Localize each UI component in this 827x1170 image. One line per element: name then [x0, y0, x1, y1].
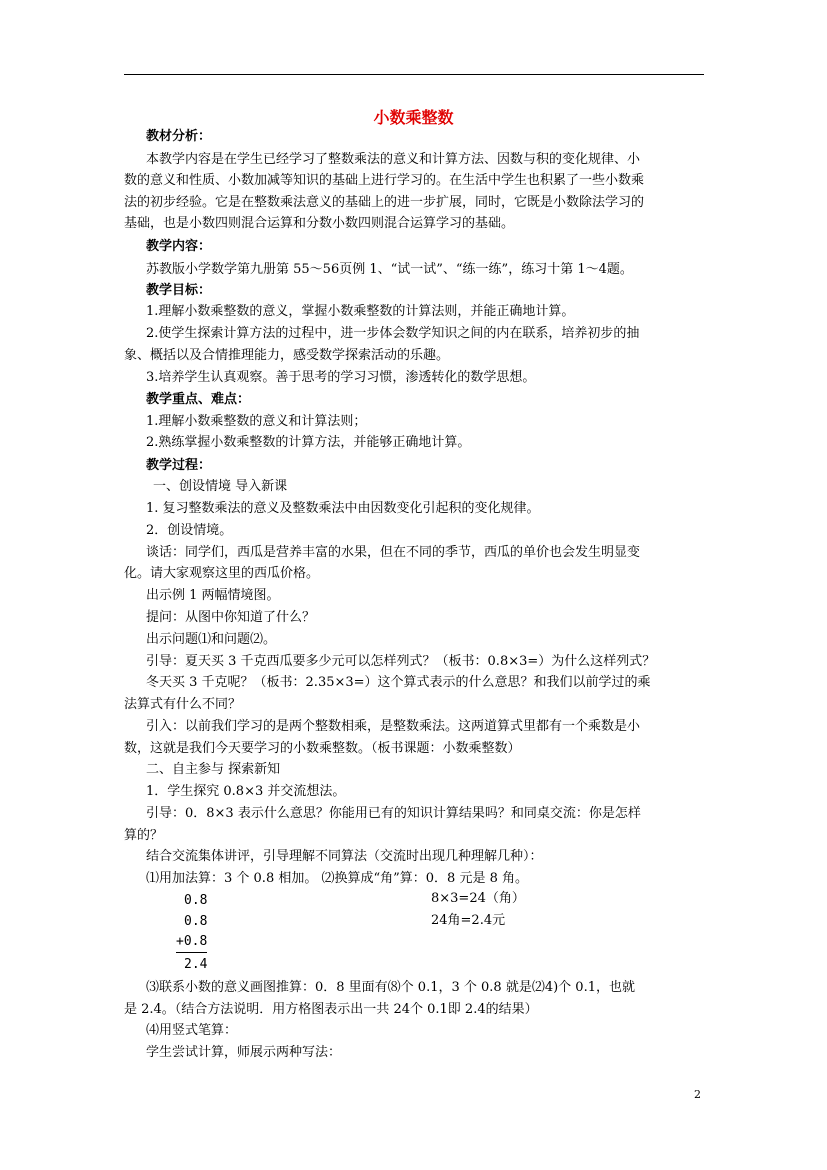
- paragraph-line: 数，这就是我们今天要学习的小数乘整数。（板书课题：小数乘整数）: [124, 741, 521, 756]
- paragraph-line: ⑶联系小数的意义画图推算：0．8 里面有⑻个 0.1，3 个 0.8 就是⑵4)个 0.1，也就: [146, 980, 635, 995]
- paragraph-line: 一、创设情境 导入新课: [153, 479, 288, 494]
- paragraph-line: 学生尝试计算，师展示两种写法：: [146, 1045, 342, 1060]
- paragraph-line: 1. 复习整数乘法的意义及整数乘法中由因数变化引起积的变化规律。: [146, 501, 540, 516]
- paragraph-line: 1．学生探究 0.8×3 并交流想法。: [146, 784, 346, 799]
- paragraph-line: 引导：夏天买 3 千克西瓜要多少元可以怎样列式？（板书：0.8×3=）为什么这样列式？: [146, 654, 656, 669]
- paragraph-line: 化。请大家观察这里的西瓜价格。: [124, 566, 320, 581]
- section-heading: 教学重点、难点：: [146, 392, 251, 407]
- paragraph-line: 1.理解小数乘整数的意义和计算法则；: [146, 414, 367, 429]
- paragraph-line: 出示例 1 两幅情境图。: [146, 588, 280, 603]
- section-heading: 教材分析：: [146, 129, 212, 144]
- paragraph-line: 提问：从图中你知道了什么？: [146, 610, 316, 625]
- paragraph-line: 法算式有什么不同？: [124, 697, 242, 712]
- paragraph-line: 谈话：同学们，西瓜是营养丰富的水果，但在不同的季节，西瓜的单价也会发生明显变: [146, 545, 641, 560]
- paragraph-line: 象、概括以及合情推理能力，感受数学探索活动的乐趣。: [124, 348, 450, 363]
- paragraph-line: 2．创设情境。: [146, 523, 233, 538]
- conversion-step: 24角=2.4元: [431, 913, 506, 928]
- paragraph-line: 数的意义和性质、小数加减等知识的基础上进行学习的。在生活中学生也积累了一些小数乘: [124, 173, 645, 188]
- section-heading: 教学过程：: [146, 458, 212, 473]
- paragraph-line: 二、自主参与 探索新知: [146, 762, 281, 777]
- addition-operand: 0.8: [184, 914, 208, 929]
- section-heading: 教学内容：: [146, 239, 212, 254]
- paragraph-line: 冬天买 3 千克呢？（板书：2.35×3=）这个算式表示的什么意思？和我们以前学过的乘: [146, 675, 651, 690]
- paragraph-line: 1.理解小数乘整数的意义，掌握小数乘整数的计算法则，并能正确地计算。: [146, 304, 575, 319]
- addition-operand: +0.8: [176, 932, 207, 953]
- conversion-step: 8×3=24（角）: [431, 891, 525, 906]
- page-title: 小数乘整数: [373, 108, 454, 127]
- paragraph-line: 出示问题⑴和问题⑵。: [146, 632, 277, 647]
- paragraph-line: ⑷用竖式笔算：: [146, 1023, 238, 1038]
- paragraph-line: 2.使学生探索计算方法的过程中，进一步体会数学知识之间的内在联系，培养初步的抽: [146, 326, 640, 341]
- page-number: 2: [694, 1088, 701, 1101]
- paragraph-line: 引导：0．8×3 表示什么意思？你能用已有的知识计算结果吗？和同桌交流：你是怎样: [146, 806, 641, 821]
- paragraph-line: 本教学内容是在学生已经学习了整数乘法的意义和计算方法、因数与积的变化规律、小: [146, 152, 641, 167]
- paragraph-line: 基础，也是小数四则混合运算和分数小数四则混合运算学习的基础。: [124, 216, 515, 231]
- paragraph-line: ⑴用加法算：3 个 0.8 相加。 ⑵换算成“角”算：0．8 元是 8 角。: [146, 871, 528, 886]
- paragraph-line: 2.熟练掌握小数乘整数的计算方法，并能够正确地计算。: [146, 435, 471, 450]
- paragraph-line: 算的？: [124, 828, 164, 843]
- addition-sum: 2.4: [184, 957, 208, 972]
- paragraph-line: 苏教版小学数学第九册第 55～56页例 1、“试一试”、“练一练”，练习十第 1～4题。: [146, 262, 633, 277]
- paragraph-line: 法的初步经验。它是在整数乘法意义的基础上的进一步扩展，同时，它既是小数除法学习的: [124, 195, 645, 210]
- addition-operand: 0.8: [184, 893, 208, 908]
- section-heading: 教学目标：: [146, 283, 212, 298]
- paragraph-line: 引入：以前我们学习的是两个整数相乘，是整数乘法。这两道算式里都有一个乘数是小: [146, 719, 641, 734]
- header-rule: [124, 74, 704, 75]
- paragraph-line: 3.培养学生认真观察。善于思考的学习习惯，渗透转化的数学思想。: [146, 370, 536, 385]
- paragraph-line: 是 2.4。（结合方法说明．用方格图表示出一共 24个 0.1即 2.4的结果）: [124, 1002, 538, 1017]
- paragraph-line: 结合交流集体讲评，引导理解不同算法（交流时出现几种理解几种）：: [146, 849, 543, 864]
